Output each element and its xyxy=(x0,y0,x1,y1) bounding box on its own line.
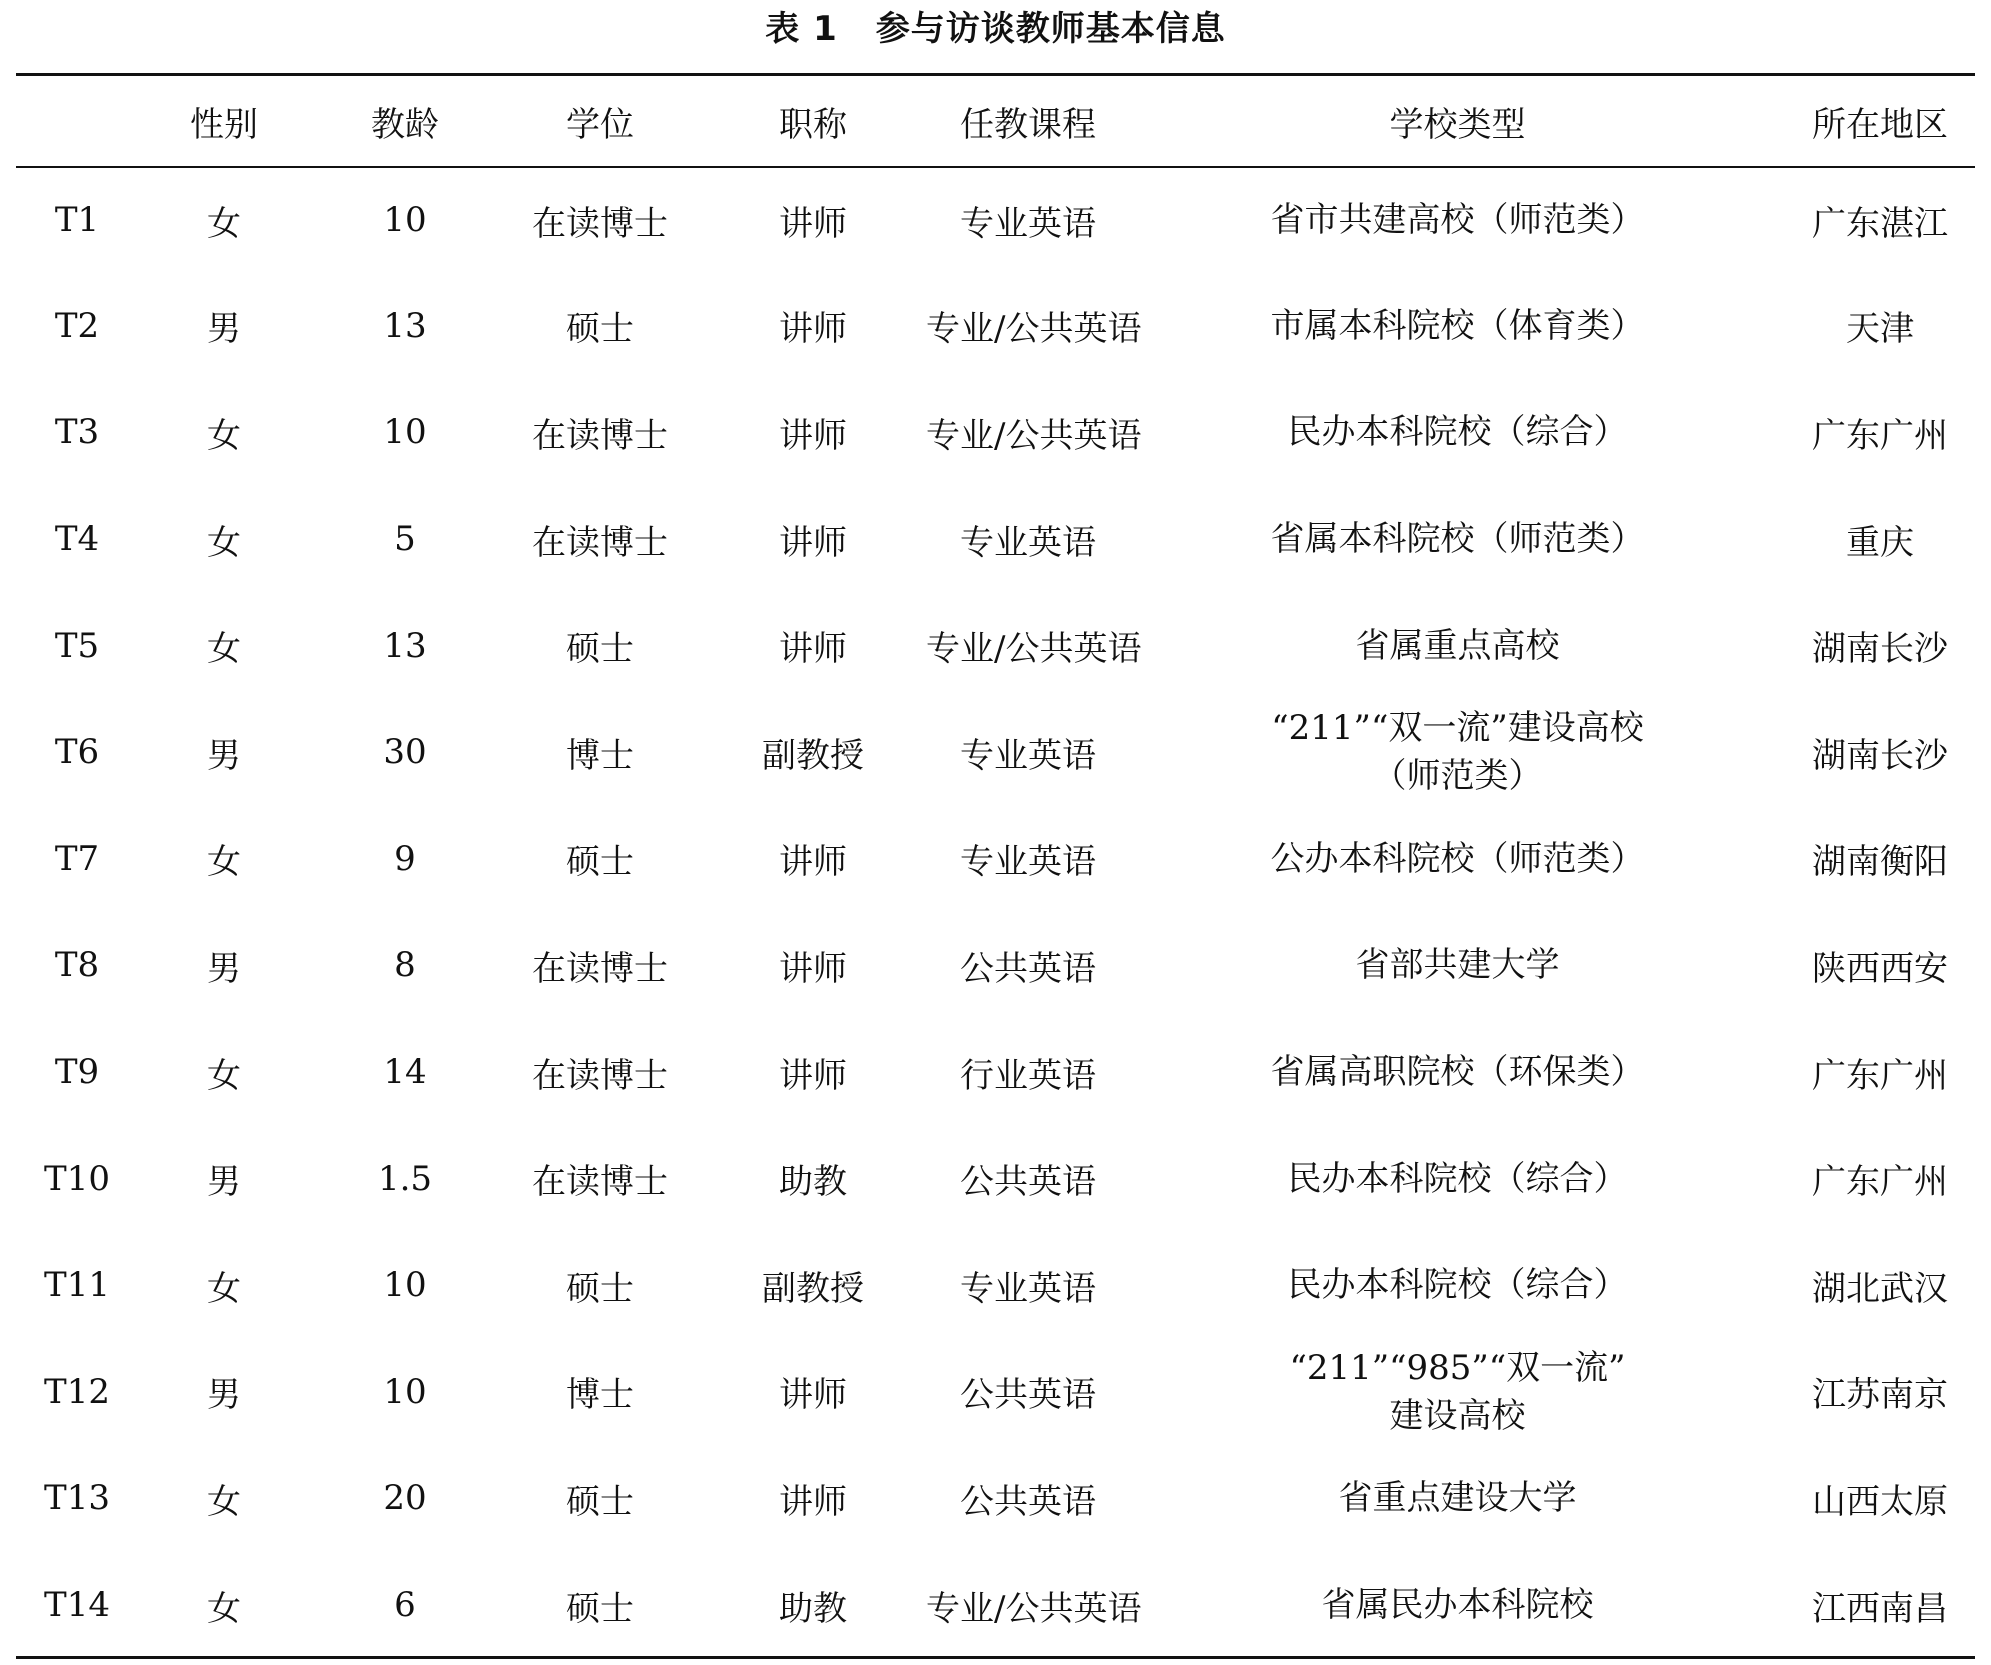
cell-years: 10 xyxy=(383,200,427,241)
cell-course: 专业/公共英语 xyxy=(926,1588,1142,1629)
school-type-line: “211”“985”“双一流” xyxy=(1289,1347,1626,1388)
cell-course: 专业英语 xyxy=(960,842,1096,883)
cell-region: 广东广州 xyxy=(1812,1055,1948,1096)
school-type-line: 省市共建高校（师范类） xyxy=(1270,200,1645,241)
cell-years: 1.5 xyxy=(377,1158,433,1199)
cell-degree: 硕士 xyxy=(566,309,634,350)
cell-region: 天津 xyxy=(1846,309,1914,350)
header-course: 任教课程 xyxy=(960,104,1096,145)
cell-gender: 女 xyxy=(207,629,241,670)
cell-title: 副教授 xyxy=(762,735,864,776)
school-type-line: 建设高校 xyxy=(1389,1395,1526,1436)
cell-degree: 硕士 xyxy=(566,629,634,670)
cell-gender: 女 xyxy=(207,522,241,563)
cell-title: 讲师 xyxy=(779,415,847,456)
cell-gender: 女 xyxy=(207,1055,241,1096)
cell-title: 讲师 xyxy=(779,1481,847,1522)
header-region: 所在地区 xyxy=(1812,104,1948,145)
cell-degree: 在读博士 xyxy=(532,522,668,563)
school-type-line: 省部共建大学 xyxy=(1355,945,1560,986)
cell-gender: 女 xyxy=(207,1268,241,1309)
table-row xyxy=(16,1445,1975,1552)
school-type-line: 公办本科院校（师范类） xyxy=(1270,838,1645,879)
cell-id: T6 xyxy=(54,732,100,773)
cell-region: 江西南昌 xyxy=(1812,1588,1948,1629)
teacher-info-table xyxy=(16,76,1975,1658)
cell-years: 8 xyxy=(394,945,416,986)
cell-title: 讲师 xyxy=(779,1375,847,1416)
cell-course: 公共英语 xyxy=(960,1162,1096,1203)
cell-degree: 在读博士 xyxy=(532,415,668,456)
table-row xyxy=(16,1125,1975,1232)
cell-title: 讲师 xyxy=(779,629,847,670)
cell-school xyxy=(1130,699,1785,806)
header-id xyxy=(16,76,138,166)
table-row xyxy=(16,486,1975,593)
cell-years: 6 xyxy=(394,1585,416,1626)
cell-years: 14 xyxy=(383,1052,427,1093)
cell-id: T5 xyxy=(54,625,100,666)
cell-title: 助教 xyxy=(779,1588,847,1629)
cell-title: 讲师 xyxy=(779,948,847,989)
cell-title: 讲师 xyxy=(779,309,847,350)
cell-degree: 硕士 xyxy=(566,1588,634,1629)
header-degree: 学位 xyxy=(566,104,634,145)
cell-region: 江苏南京 xyxy=(1812,1375,1948,1416)
cell-title: 讲师 xyxy=(779,842,847,883)
cell-gender: 男 xyxy=(207,309,241,350)
cell-course: 专业/公共英语 xyxy=(926,309,1142,350)
cell-id: T9 xyxy=(54,1052,100,1093)
school-type-line: 市属本科院校（体育类） xyxy=(1270,305,1645,346)
cell-title: 副教授 xyxy=(762,1268,864,1309)
cell-region: 湖南长沙 xyxy=(1812,735,1948,776)
school-type-line: “211”“双一流”建设高校 xyxy=(1271,708,1644,749)
cell-course: 专业英语 xyxy=(960,735,1096,776)
table-row xyxy=(16,699,1975,806)
cell-degree: 在读博士 xyxy=(532,1162,668,1203)
cell-degree: 硕士 xyxy=(566,1268,634,1309)
cell-id: T10 xyxy=(44,1158,110,1199)
cell-years: 10 xyxy=(383,1265,427,1306)
school-type-line: 民办本科院校（综合） xyxy=(1287,1158,1628,1199)
cell-course: 公共英语 xyxy=(960,1481,1096,1522)
cell-school xyxy=(1130,166,1785,273)
cell-gender: 男 xyxy=(207,948,241,989)
cell-id: T1 xyxy=(54,200,100,241)
cell-region: 广东湛江 xyxy=(1812,203,1948,244)
cell-years: 10 xyxy=(383,412,427,453)
school-type-line: （师范类） xyxy=(1372,756,1543,797)
school-type-line: 省属高职院校（环保类） xyxy=(1270,1052,1645,1093)
cell-years: 9 xyxy=(394,838,416,879)
cell-years: 13 xyxy=(383,625,427,666)
table-row xyxy=(16,166,1975,273)
cell-school xyxy=(1130,486,1785,593)
cell-school xyxy=(1130,1232,1785,1339)
cell-degree: 硕士 xyxy=(566,842,634,883)
cell-school xyxy=(1130,379,1785,486)
cell-school xyxy=(1130,1125,1785,1232)
table-row xyxy=(16,806,1975,913)
cell-gender: 男 xyxy=(207,1375,241,1416)
cell-region: 广东广州 xyxy=(1812,415,1948,456)
cell-id: T14 xyxy=(44,1585,110,1626)
table-row xyxy=(16,379,1975,486)
cell-course: 专业英语 xyxy=(960,203,1096,244)
cell-course: 公共英语 xyxy=(960,948,1096,989)
cell-id: T12 xyxy=(44,1371,110,1412)
cell-region: 陕西西安 xyxy=(1812,948,1948,989)
table-caption-title: 参与访谈教师基本信息 xyxy=(875,9,1226,49)
table-row xyxy=(16,912,1975,1019)
cell-gender: 女 xyxy=(207,842,241,883)
cell-school xyxy=(1130,806,1785,913)
header-title: 职称 xyxy=(779,104,847,145)
cell-degree: 博士 xyxy=(566,1375,634,1416)
cell-gender: 男 xyxy=(207,735,241,776)
cell-school xyxy=(1130,273,1785,380)
cell-course: 专业英语 xyxy=(960,1268,1096,1309)
table-row xyxy=(16,1019,1975,1126)
cell-course: 专业英语 xyxy=(960,522,1096,563)
cell-id: T7 xyxy=(54,838,100,879)
cell-id: T11 xyxy=(44,1265,110,1306)
cell-degree: 硕士 xyxy=(566,1481,634,1522)
cell-title: 讲师 xyxy=(779,1055,847,1096)
cell-gender: 女 xyxy=(207,1481,241,1522)
cell-years: 10 xyxy=(383,1371,427,1412)
table-header-row xyxy=(16,76,1975,166)
cell-region: 湖北武汉 xyxy=(1812,1268,1948,1309)
cell-gender: 女 xyxy=(207,415,241,456)
school-type-line: 省属重点高校 xyxy=(1355,625,1560,666)
cell-years: 20 xyxy=(383,1478,427,1519)
cell-years: 13 xyxy=(383,305,427,346)
table-body xyxy=(16,166,1975,1658)
header-school: 学校类型 xyxy=(1389,104,1526,145)
cell-title: 助教 xyxy=(779,1162,847,1203)
table-row xyxy=(16,1232,1975,1339)
cell-degree: 在读博士 xyxy=(532,203,668,244)
table-caption-label: 表 1 xyxy=(765,9,838,49)
cell-course: 专业/公共英语 xyxy=(926,415,1142,456)
cell-title: 讲师 xyxy=(779,203,847,244)
table-row xyxy=(16,592,1975,699)
school-type-line: 省重点建设大学 xyxy=(1338,1478,1577,1519)
cell-title: 讲师 xyxy=(779,522,847,563)
school-type-line: 省属本科院校（师范类） xyxy=(1270,519,1645,560)
header-gender: 性别 xyxy=(190,104,258,145)
cell-school xyxy=(1130,1339,1785,1446)
cell-course: 专业/公共英语 xyxy=(926,629,1142,670)
school-type-line: 民办本科院校（综合） xyxy=(1287,412,1628,453)
table-row xyxy=(16,1339,1975,1446)
school-type-line: 省属民办本科院校 xyxy=(1321,1585,1594,1626)
cell-school xyxy=(1130,1445,1785,1552)
cell-school xyxy=(1130,1552,1785,1659)
header-years: 教龄 xyxy=(371,104,439,145)
cell-degree: 博士 xyxy=(566,735,634,776)
cell-region: 山西太原 xyxy=(1812,1481,1948,1522)
table-caption xyxy=(0,0,1991,60)
cell-region: 湖南长沙 xyxy=(1812,629,1948,670)
cell-id: T13 xyxy=(44,1478,110,1519)
cell-region: 广东广州 xyxy=(1812,1162,1948,1203)
school-type-line: 民办本科院校（综合） xyxy=(1287,1265,1628,1306)
cell-gender: 女 xyxy=(207,1588,241,1629)
table-row xyxy=(16,273,1975,380)
cell-years: 5 xyxy=(394,519,416,560)
cell-degree: 在读博士 xyxy=(532,1055,668,1096)
cell-region: 湖南衡阳 xyxy=(1812,842,1948,883)
cell-gender: 男 xyxy=(207,1162,241,1203)
cell-years: 30 xyxy=(383,732,427,773)
cell-id: T3 xyxy=(54,412,100,453)
cell-region: 重庆 xyxy=(1846,522,1914,563)
cell-gender: 女 xyxy=(207,203,241,244)
cell-course: 公共英语 xyxy=(960,1375,1096,1416)
cell-id: T8 xyxy=(54,945,100,986)
table-row xyxy=(16,1552,1975,1659)
cell-school xyxy=(1130,912,1785,1019)
cell-school xyxy=(1130,1019,1785,1126)
cell-degree: 在读博士 xyxy=(532,948,668,989)
cell-school xyxy=(1130,592,1785,699)
cell-course: 行业英语 xyxy=(960,1055,1096,1096)
cell-id: T4 xyxy=(54,519,100,560)
cell-id: T2 xyxy=(54,305,100,346)
